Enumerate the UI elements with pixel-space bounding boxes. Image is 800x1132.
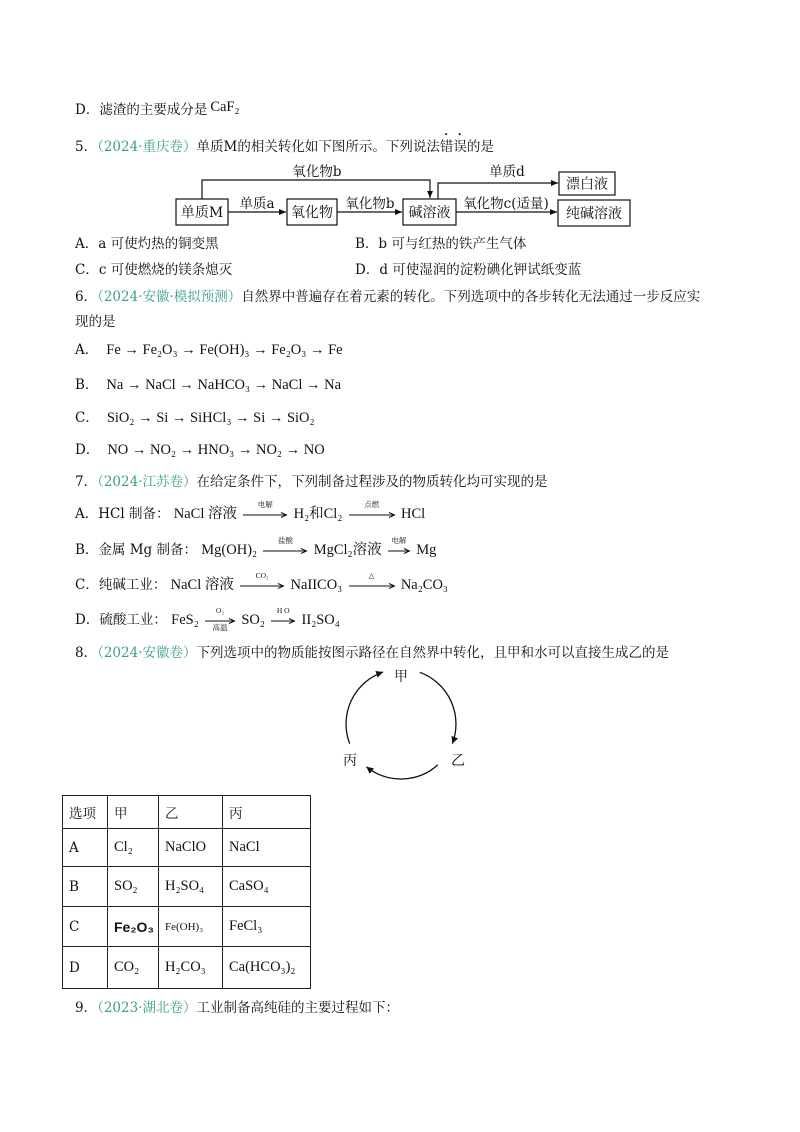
table-row — [63, 867, 311, 907]
reactant: NaCl 溶液 — [170, 577, 234, 593]
table-cell: NaCl — [223, 829, 311, 867]
cycle-label-yi: 乙 — [451, 753, 465, 769]
q6-option-b — [75, 375, 341, 395]
box-label-bleach: 漂白液 — [566, 176, 608, 193]
q5-stem — [75, 131, 494, 155]
arrow-icon — [263, 548, 307, 554]
option-label: D． — [75, 102, 100, 118]
table-cell: Ca(HCO₃)₂ — [223, 947, 311, 989]
stem-text: 工业制备高纯硅的主要过程如下： — [196, 1000, 399, 1016]
arrow-m-to-alkali — [202, 180, 430, 199]
box-label-m: 单质M — [180, 205, 224, 221]
arrow-icon — [349, 583, 395, 589]
stem-text: 单质M的相关转化如下图所示。下列说法 — [196, 139, 440, 155]
option-text: 滤渣的主要成分是 — [99, 102, 208, 118]
box-label-soda: 纯碱溶液 — [566, 206, 622, 222]
product: II₂SO₄ — [301, 612, 340, 628]
table-cell: Fe₂O₃ — [108, 907, 159, 947]
stem-emphasis: 错误 — [439, 139, 467, 155]
table-cell: NaClO — [159, 829, 223, 867]
arrow-label-alkali-to-bleach: 单质d — [489, 164, 525, 180]
table-cell: H₂SO₄ — [159, 867, 223, 907]
intermediate: NaIICO₃ — [290, 577, 343, 593]
condition-label: O₂ — [216, 606, 225, 615]
q7-stem — [75, 472, 548, 492]
stem-text: 下列选项中的物质能按图示路径在自然界中转化，且甲和水可以直接生成乙的是 — [196, 645, 669, 661]
arrow-icon — [240, 583, 284, 589]
formula: CaF₂ — [210, 99, 240, 115]
intermediate: H₂和Cl₂ — [293, 506, 343, 522]
arrow-label-oxide-to-alkali: 氧化物b — [345, 196, 395, 212]
q5-option-a — [75, 234, 219, 254]
stem-text: 自然界中普遍存在着元素的转化。下列选项中的各步转化无法通过一步反应实 — [241, 289, 701, 305]
q7-option-a — [75, 500, 426, 524]
source-tag: （2024·安徽卷） — [97, 645, 197, 661]
reaction-arrow — [263, 536, 307, 560]
option-label: B． — [75, 542, 99, 558]
q5-option-c — [75, 260, 232, 280]
cycle-arrow-yi-to-bing — [366, 765, 437, 779]
box-label-alkali: 碱溶液 — [408, 205, 451, 221]
condition-label: 盐酸 — [277, 536, 293, 545]
option-label: D． — [75, 612, 100, 628]
arrow-label-m-to-alkali: 氧化物b — [292, 164, 342, 180]
option-label: C． — [75, 410, 99, 426]
condition-label: CO₂ — [255, 571, 269, 580]
option-label: A． — [75, 342, 99, 358]
question-number: 7． — [75, 474, 98, 490]
table-cell: CaSO₄ — [223, 867, 311, 907]
condition-label: △ — [368, 571, 375, 580]
question-number: 8． — [75, 645, 98, 661]
condition-label: 点燃 — [364, 500, 380, 509]
header-cell: 丙 — [223, 796, 311, 829]
source-tag: （2024·江苏卷） — [97, 474, 197, 490]
q5-option-d — [355, 260, 581, 280]
product: HCl — [400, 506, 426, 522]
reaction-arrow — [388, 536, 410, 560]
stem-text-end: 的是 — [466, 139, 494, 155]
option-label: B． — [355, 236, 379, 252]
option-title: 纯碱工业： — [98, 577, 167, 593]
table-cell: Fe(OH)₃ — [159, 907, 223, 947]
option-title: HCl 制备： — [98, 506, 170, 522]
table-cell: H₂CO₃ — [159, 947, 223, 989]
reactant: FeS₂ — [171, 612, 199, 628]
question-number: 6． — [75, 289, 98, 305]
option-label: B． — [75, 377, 99, 393]
option-text: b 可与红热的铁产生气体 — [378, 236, 527, 252]
source-tag: （2024·安徽·模拟预测） — [97, 289, 242, 305]
stem-text: 现的是 — [75, 314, 116, 330]
table-cell: A — [63, 829, 108, 867]
header-cell: 乙 — [159, 796, 223, 829]
q7-option-d — [75, 606, 340, 632]
option-label: A． — [75, 236, 99, 252]
conversion-chain: SiO₂ → Si → SiHCl₃ → Si → SiO₂ — [106, 410, 315, 426]
table-cell: D — [63, 947, 108, 989]
header-cell: 甲 — [108, 796, 159, 829]
q6-option-c — [75, 408, 315, 428]
product: Mg — [416, 542, 437, 558]
source-tag: （2024·重庆卷） — [97, 139, 197, 155]
cycle-arrow-jia-to-yi — [420, 672, 456, 743]
q5-option-b — [355, 234, 526, 254]
table-cell: FeCl₃ — [223, 907, 311, 947]
arrow-icon — [243, 512, 287, 518]
conversion-cycle — [330, 660, 480, 785]
box-label-oxide: 氧化物 — [291, 205, 333, 221]
arrow-label-m-to-oxide: 单质a — [239, 196, 275, 212]
arrow-icon — [271, 618, 295, 624]
reactant: Mg(OH)₂ — [201, 542, 258, 558]
table-cell: B — [63, 867, 108, 907]
q9-stem — [75, 998, 399, 1018]
reactant: NaCl 溶液 — [173, 506, 237, 522]
option-title: 硫酸工业： — [99, 612, 167, 628]
header-cell: 选项 — [63, 796, 108, 829]
q7-option-b — [75, 536, 437, 560]
arrow-icon — [388, 548, 410, 554]
table-row — [63, 829, 311, 867]
table-cell: Cl₂ — [108, 829, 159, 867]
intermediate: SO₂ — [241, 612, 265, 628]
q4-option-d — [75, 100, 240, 120]
option-label: D． — [355, 262, 380, 278]
table-header-row — [63, 796, 311, 829]
conversion-diagram — [160, 155, 640, 235]
cycle-label-jia: 甲 — [394, 669, 408, 685]
option-text: d 可使湿润的淀粉碘化钾试纸变蓝 — [379, 262, 582, 278]
arrow-label-alkali-to-soda: 氧化物c(适量) — [463, 196, 549, 212]
product: Na₂CO₃ — [400, 577, 448, 593]
cycle-arrow-bing-to-jia — [346, 672, 383, 744]
q7-option-c — [75, 571, 448, 595]
option-text: c 可使燃烧的镁条熄灭 — [98, 262, 233, 278]
option-label: D． — [75, 442, 100, 458]
options-table — [62, 795, 311, 989]
condition-label: 电解 — [391, 536, 407, 545]
table-cell: C — [63, 907, 108, 947]
table-cell: SO₂ — [108, 867, 159, 907]
reaction-arrow — [243, 500, 287, 524]
condition-label: 电解 — [257, 500, 273, 509]
option-label: C． — [75, 262, 99, 278]
reaction-arrow — [205, 606, 235, 632]
table-cell: CO₂ — [108, 947, 159, 989]
option-text: a 可使灼热的铜变黑 — [98, 236, 219, 252]
conversion-chain: NO → NO₂ → HNO₃ → NO₂ → NO — [107, 442, 325, 458]
intermediate: MgCl₂溶液 — [313, 542, 382, 558]
option-title: 金属 Mg 制备： — [98, 542, 197, 558]
q6-stem — [75, 287, 700, 307]
arrow-icon — [349, 512, 395, 518]
cycle-label-bing: 丙 — [343, 753, 357, 769]
question-number: 9． — [75, 1000, 98, 1016]
reaction-arrow — [240, 571, 284, 595]
stem-text: 在给定条件下，下列制备过程涉及的物质转化均可实现的是 — [196, 474, 548, 490]
condition-label: H O — [276, 606, 290, 615]
reaction-arrow — [349, 500, 395, 524]
question-number: 5． — [75, 139, 98, 155]
arrow-icon — [205, 618, 235, 624]
source-tag: （2023·湖北卷） — [97, 1000, 197, 1016]
option-label: C． — [75, 577, 99, 593]
q6-option-d — [75, 440, 325, 460]
table-row — [63, 947, 311, 989]
reaction-arrow — [271, 606, 295, 630]
conversion-chain: Fe → Fe₂O₃ → Fe(OH)₃ → Fe₂O₃ → Fe — [106, 342, 343, 358]
condition-label-below: 高温 — [212, 623, 228, 632]
conversion-chain: Na → NaCl → NaHCO₃ → NaCl → Na — [106, 377, 342, 393]
q6-stem-continued — [75, 312, 116, 332]
q6-option-a — [75, 340, 343, 360]
table-row — [63, 907, 311, 947]
option-label: A． — [75, 506, 99, 522]
reaction-arrow — [349, 571, 395, 595]
